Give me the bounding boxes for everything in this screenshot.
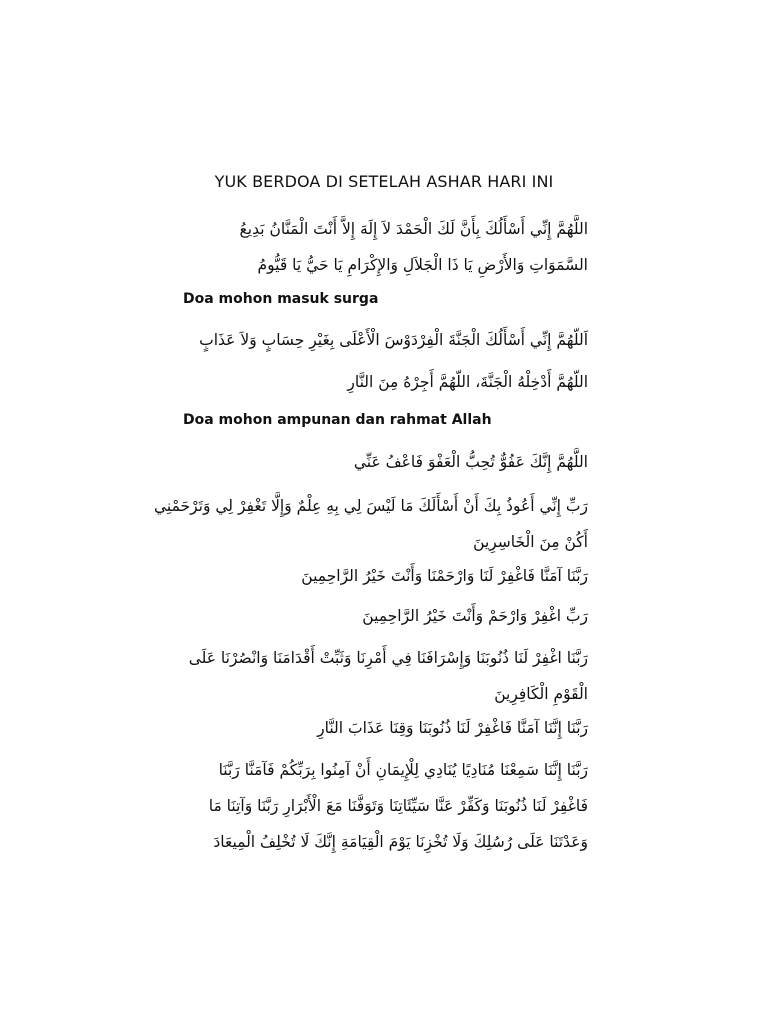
surga-prayer-1 bbox=[199, 322, 588, 358]
ampunan-prayer-2 bbox=[154, 488, 588, 560]
prayer-line: اَللّهُمَّ إِنِّي أَسْأَلُكَ الْجَنَّةَ الْفِرْدَوْسَ الْأَعْلَى بِغَيْرِ حِسَابٍ وَلاَ عَذَابٍ bbox=[199, 331, 588, 349]
ampunan-prayer-3 bbox=[301, 558, 588, 594]
ampunan-prayer-7 bbox=[209, 752, 588, 860]
ampunan-prayer-1 bbox=[354, 444, 588, 480]
prayer-line: رَبِّ إِنِّي أَعُوذُ بِكَ أَنْ أَسْأَلَكَ مَا لَيْسَ لِي بِهِ عِلْمٌ وَإِلَّا تَغْفِرْ لِي وَتَرْحَمْنِي bbox=[153, 497, 588, 515]
prayer-line: اللّهُمَّ أَدْخِلْهُ الْجَنَّةَ، اللّهُمَّ أَجِرْهُ مِنَ النَّارِ bbox=[347, 373, 588, 391]
prayer-line: رَبَّنَا آمَنَّا فَاغْفِرْ لَنَا وَارْحَمْنَا وَأَنْتَ خَيْرُ الرَّاحِمِينَ bbox=[301, 567, 588, 585]
prayer-line: رَبَّنَا اغْفِرْ لَنَا ذُنُوبَنَا وَإِسْرَافَنَا فِي أَمْرِنَا وَثَبِّتْ أَقْدَامَنَا وَانْصُرْنَا عَلَى bbox=[188, 649, 588, 667]
prayer-line: الْقَوْمِ الْكَافِرِينَ bbox=[494, 685, 588, 703]
ampunan-prayer-6 bbox=[317, 710, 588, 746]
prayer-line: رَبِّ اغْفِرْ وَارْحَمْ وَأَنْتَ خَيْرُ الرَّاحِمِينَ bbox=[362, 607, 588, 625]
ampunan-prayer-4 bbox=[362, 598, 588, 634]
surga-prayer-2 bbox=[347, 364, 588, 400]
section-heading-surga: Doa mohon masuk surga bbox=[183, 291, 379, 307]
prayer-line: فَاغْفِرْ لَنَا ذُنُوبَنَا وَكَفِّرْ عَنَّا سَيِّئَاتِنَا وَتَوَفَّنَا مَعَ الْأَبْرَارِ رَبَّنَا وَآتِنَا مَا bbox=[208, 797, 588, 815]
page-title: YUK BERDOA DI SETELAH ASHAR HARI INI bbox=[214, 172, 554, 191]
prayer-line: اللَّهُمَّ إِنَّكَ عَفُوٌّ تُحِبُّ الْعَفْوَ فَاعْفُ عَنِّي bbox=[353, 453, 588, 471]
ampunan-prayer-5 bbox=[189, 640, 588, 712]
prayer-line: وَعَدْتَنَا عَلَى رُسُلِكَ وَلَا تُخْزِنَا يَوْمَ الْقِيَامَةِ إِنَّكَ لَا تُخْلِفُ الْمِيعَادَ bbox=[213, 833, 588, 851]
prayer-line: رَبَّنَا إِنَّنَا سَمِعْنَا مُنَادِيًا يُنَادِي لِلْإِيمَانِ أَنْ آمِنُوا بِرَبِّكُمْ فَآمَنَّا رَبَّنَا bbox=[218, 761, 588, 779]
prayer-line: اللَّهُمَّ إِنِّي أَسْأَلُكَ بِأَنَّ لَكَ الْحَمْدَ لاَ إِلَهَ إِلاَّ أَنْتَ الْمَنَّانُ بَدِيعُ bbox=[239, 220, 588, 238]
prayer-line: السَّمَوَاتِ وَالأَرْضِ يَا ذَا الْجَلاَلِ وَالإِكْرَامِ يَا حَيُّ يَا قَيُّومُ bbox=[257, 256, 588, 274]
section-heading-ampunan: Doa mohon ampunan dan rahmat Allah bbox=[183, 412, 492, 428]
prayer-line: رَبَّنَا إِنَّنَا آمَنَّا فَاغْفِرْ لَنَا ذُنُوبَنَا وَقِنَا عَذَابَ النَّارِ bbox=[317, 719, 588, 737]
intro-prayer bbox=[240, 211, 588, 283]
prayer-line: أَكُنْ مِنَ الْخَاسِرِينَ bbox=[473, 533, 588, 551]
